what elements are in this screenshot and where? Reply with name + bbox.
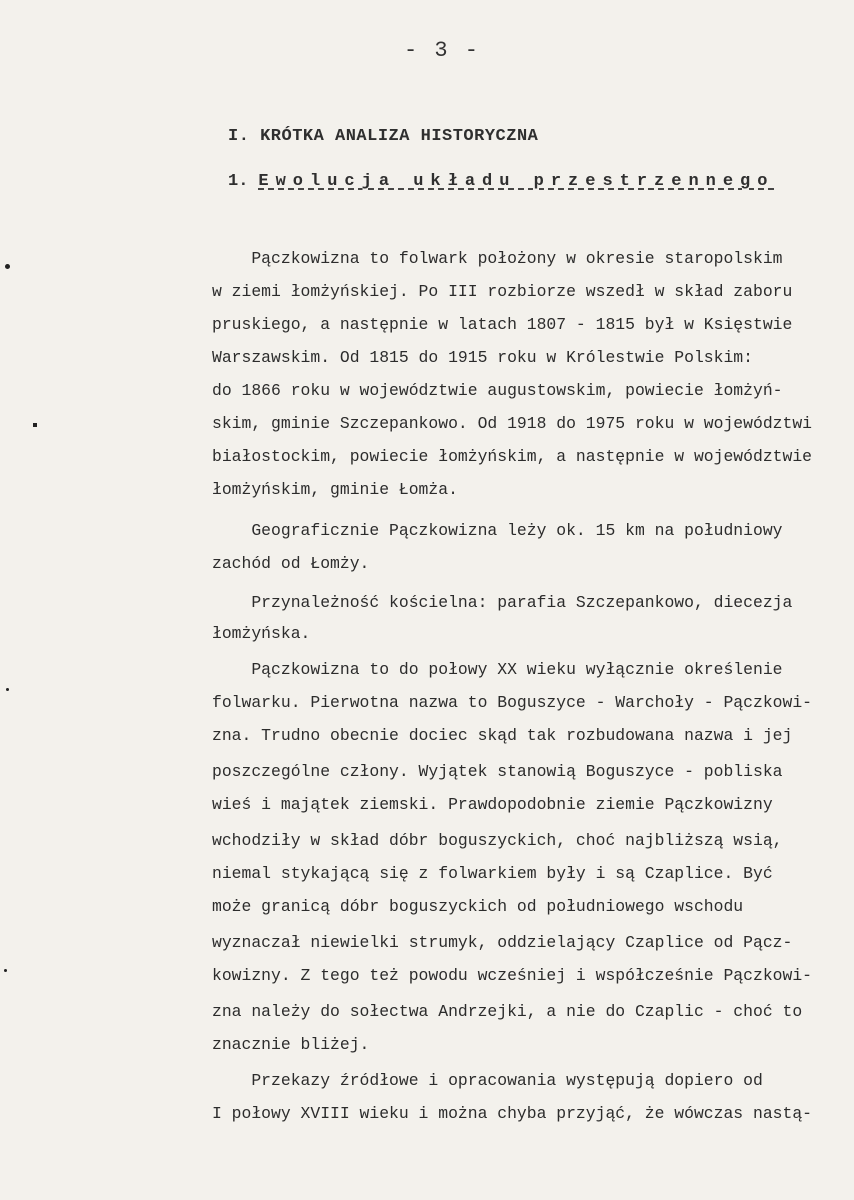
text-line: Geograficznie Pączkowizna leży ok. 15 km na południowy bbox=[212, 521, 783, 540]
text-line: niemal stykającą się z folwarkiem były i są Czaplice. Być bbox=[212, 864, 773, 883]
text-line: zna. Trudno obecnie dociec skąd tak rozbudowana nazwa i jej bbox=[212, 726, 793, 745]
text-line: łomżyńska. bbox=[212, 624, 311, 643]
text-line: I połowy XVIII wieku i można chyba przyjąć, że wówczas nastą- bbox=[212, 1104, 812, 1123]
scan-speck bbox=[5, 264, 10, 269]
text-line: Pączkowizna to do połowy XX wieku wyłącznie określenie bbox=[212, 660, 783, 679]
section-title: I. KRÓTKA ANALIZA HISTORYCZNA bbox=[228, 127, 539, 146]
text-line: wchodziły w skład dóbr boguszyckich, choć najbliższą wsią, bbox=[212, 831, 783, 850]
page-number: - 3 - bbox=[404, 38, 481, 63]
subsection-number: 1. bbox=[228, 172, 249, 191]
scan-speck bbox=[6, 688, 9, 691]
text-line: wyznaczał niewielki strumyk, oddzielający Czaplice od Pącz- bbox=[212, 933, 793, 952]
subsection-title: Ewolucja układu przestrzennego bbox=[258, 172, 775, 191]
text-line: Przynależność kościelna: parafia Szczepankowo, diecezja bbox=[212, 593, 793, 612]
text-line: skim, gminie Szczepankowo. Od 1918 do 1975 roku w województwi bbox=[212, 414, 812, 433]
text-line: Warszawskim. Od 1815 do 1915 roku w Królestwie Polskim: bbox=[212, 348, 753, 367]
text-line: folwarku. Pierwotna nazwa to Boguszyce - Warchoły - Pączkowi- bbox=[212, 693, 812, 712]
text-line: poszczególne człony. Wyjątek stanowią Boguszyce - pobliska bbox=[212, 762, 783, 781]
text-line: Pączkowizna to folwark położony w okresie staropolskim bbox=[212, 249, 783, 268]
text-line: Przekazy źródłowe i opracowania występują dopiero od bbox=[212, 1071, 763, 1090]
text-line: w ziemi łomżyńskiej. Po III rozbiorze wszedł w skład zaboru bbox=[212, 282, 793, 301]
text-line: łomżyńskim, gminie Łomża. bbox=[212, 480, 458, 499]
scan-speck bbox=[33, 423, 37, 427]
text-line: może granicą dóbr boguszyckich od południowego wschodu bbox=[212, 897, 744, 916]
subsection-heading bbox=[228, 172, 838, 191]
text-line: pruskiego, a następnie w latach 1807 - 1815 był w Księstwie bbox=[212, 315, 793, 334]
scan-speck bbox=[4, 969, 7, 972]
text-line: białostockim, powiecie łomżyńskim, a następnie w województwie bbox=[212, 447, 812, 466]
text-line: kowizny. Z tego też powodu wcześniej i współcześnie Pączkowi- bbox=[212, 966, 812, 985]
text-line: do 1866 roku w województwie augustowskim, powiecie łomżyń- bbox=[212, 381, 783, 400]
text-line: znacznie bliżej. bbox=[212, 1035, 370, 1054]
text-line: wieś i majątek ziemski. Prawdopodobnie ziemie Pączkowizny bbox=[212, 795, 773, 814]
text-line: zna należy do sołectwa Andrzejki, a nie do Czaplic - choć to bbox=[212, 1002, 803, 1021]
text-line: zachód od Łomży. bbox=[212, 554, 370, 573]
